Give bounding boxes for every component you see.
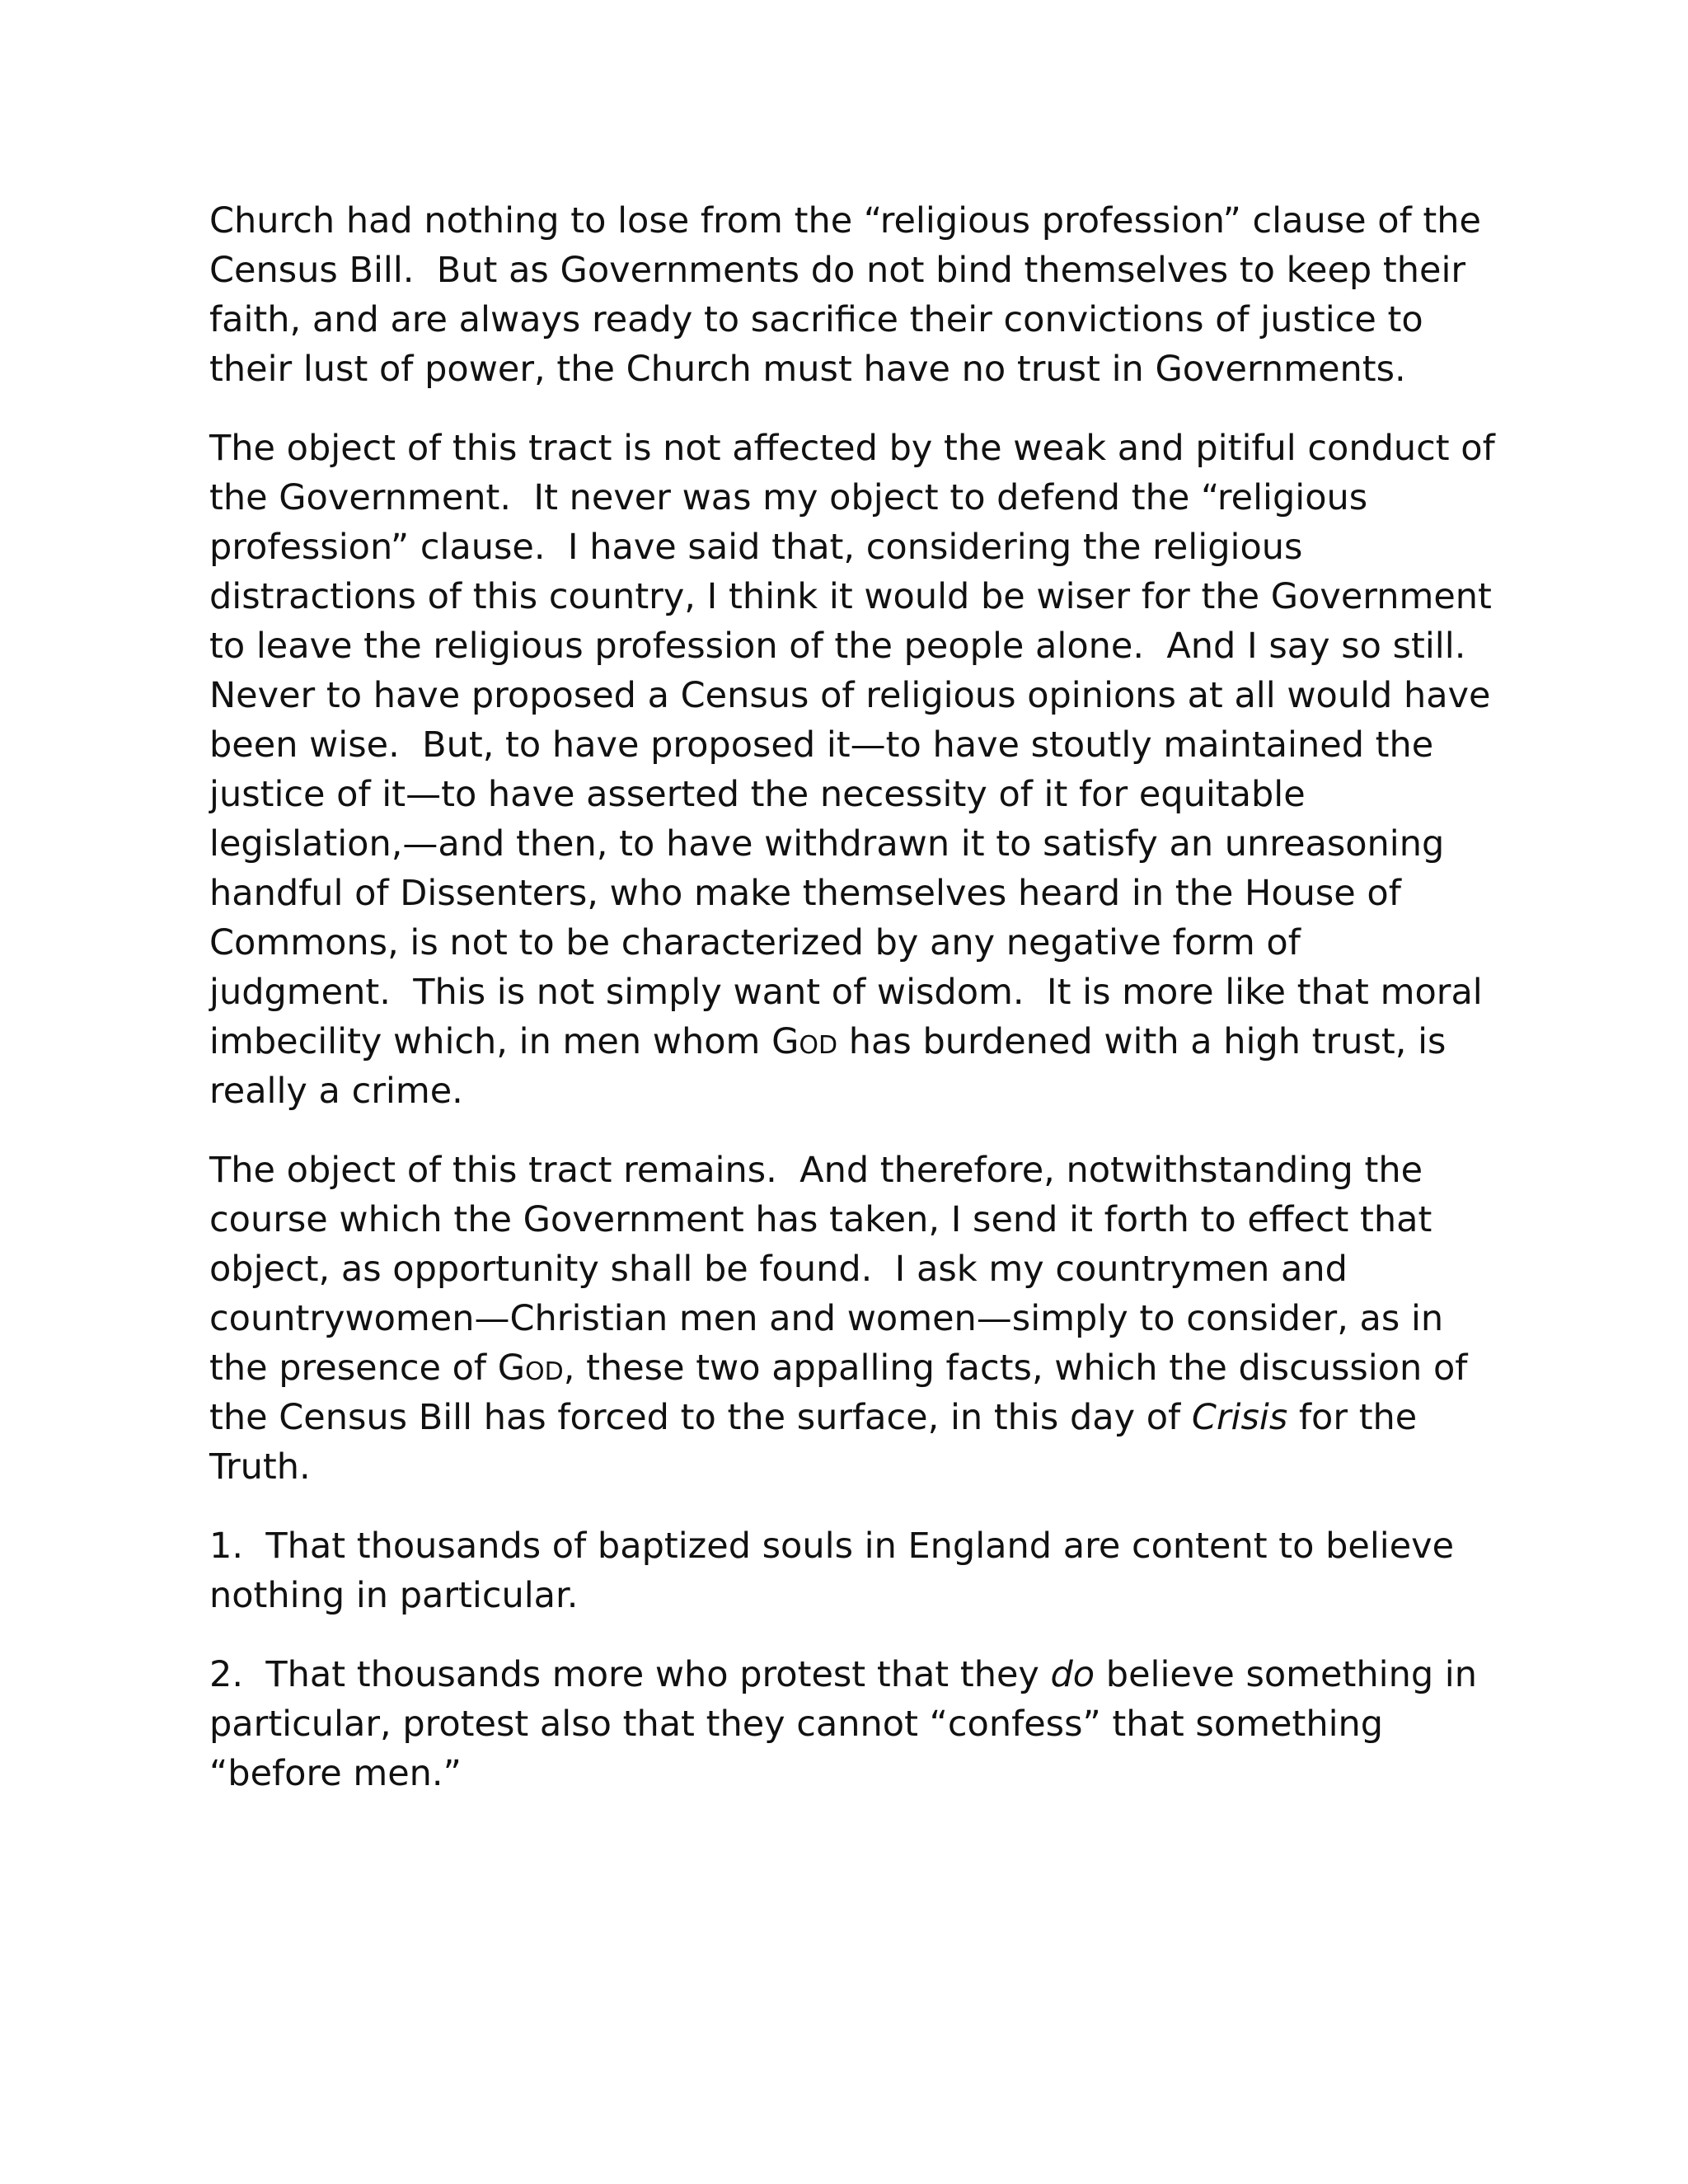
smallcaps-run: God [497,1347,564,1389]
paragraph-p1 [209,196,1495,394]
text-run: believe something in particular, protest also that they cannot “confess” that something “before men.” [209,1654,1477,1794]
text-run: Church had nothing to lose from the “religious profession” clause of the Census Bill. But as Governments do not bind themselves to keep their faith, and are always ready to sacrifice their convictions of justice to their lust of power, the Church must have no trust in Governments. [209,200,1481,390]
italic-run: Crisis [1191,1397,1288,1438]
text-run: has burdened with a high trust, is really a crime. [209,1021,1447,1112]
paragraph-p2 [209,424,1495,1116]
text-run: for the Truth. [209,1397,1418,1488]
text-run: The object of this tract is not affected by the weak and pitiful conduct of the Government. It never was my object to defend the “religious profession” clause. I have said that, considering the religious distractions of this country, I think it would be wiser for the Government to leave the religious profession of the people alone. And I say so still. Never to have proposed a Census of religious opinions at all would have been wise. But, to have proposed it—to have stoutly maintained the justice of it—to have asserted the necessity of it for equitable legislation,—and then, to have withdrawn it to satisfy an unreasoning handful of Dissenters, who make themselves heard in the House of Commons, is not to be characterized by any negative form of judgment. This is not simply want of wisdom. It is more like that moral imbecility which, in men whom [209,428,1495,1062]
text-run: , these two appalling facts, which the discussion of the Census Bill has forced to the surface, in this day of [209,1347,1468,1438]
paragraph-p5 [209,1650,1495,1798]
paragraph-p3 [209,1146,1495,1492]
text-run: The object of this tract remains. And therefore, notwithstanding the course which the Government has taken, I send it forth to effect that object, as opportunity shall be found. I ask my countrymen and countrywomen—Christian men and women—simply to consider, as in the presence of [209,1150,1444,1389]
document-body [209,196,1495,1828]
paragraph-p4 [209,1521,1495,1620]
text-run: 1. That thousands of baptized souls in England are content to believe nothing in particular. [209,1526,1455,1616]
smallcaps-run: God [771,1021,838,1062]
italic-run: do [1050,1654,1095,1695]
text-run: 2. That thousands more who protest that they [209,1654,1051,1695]
